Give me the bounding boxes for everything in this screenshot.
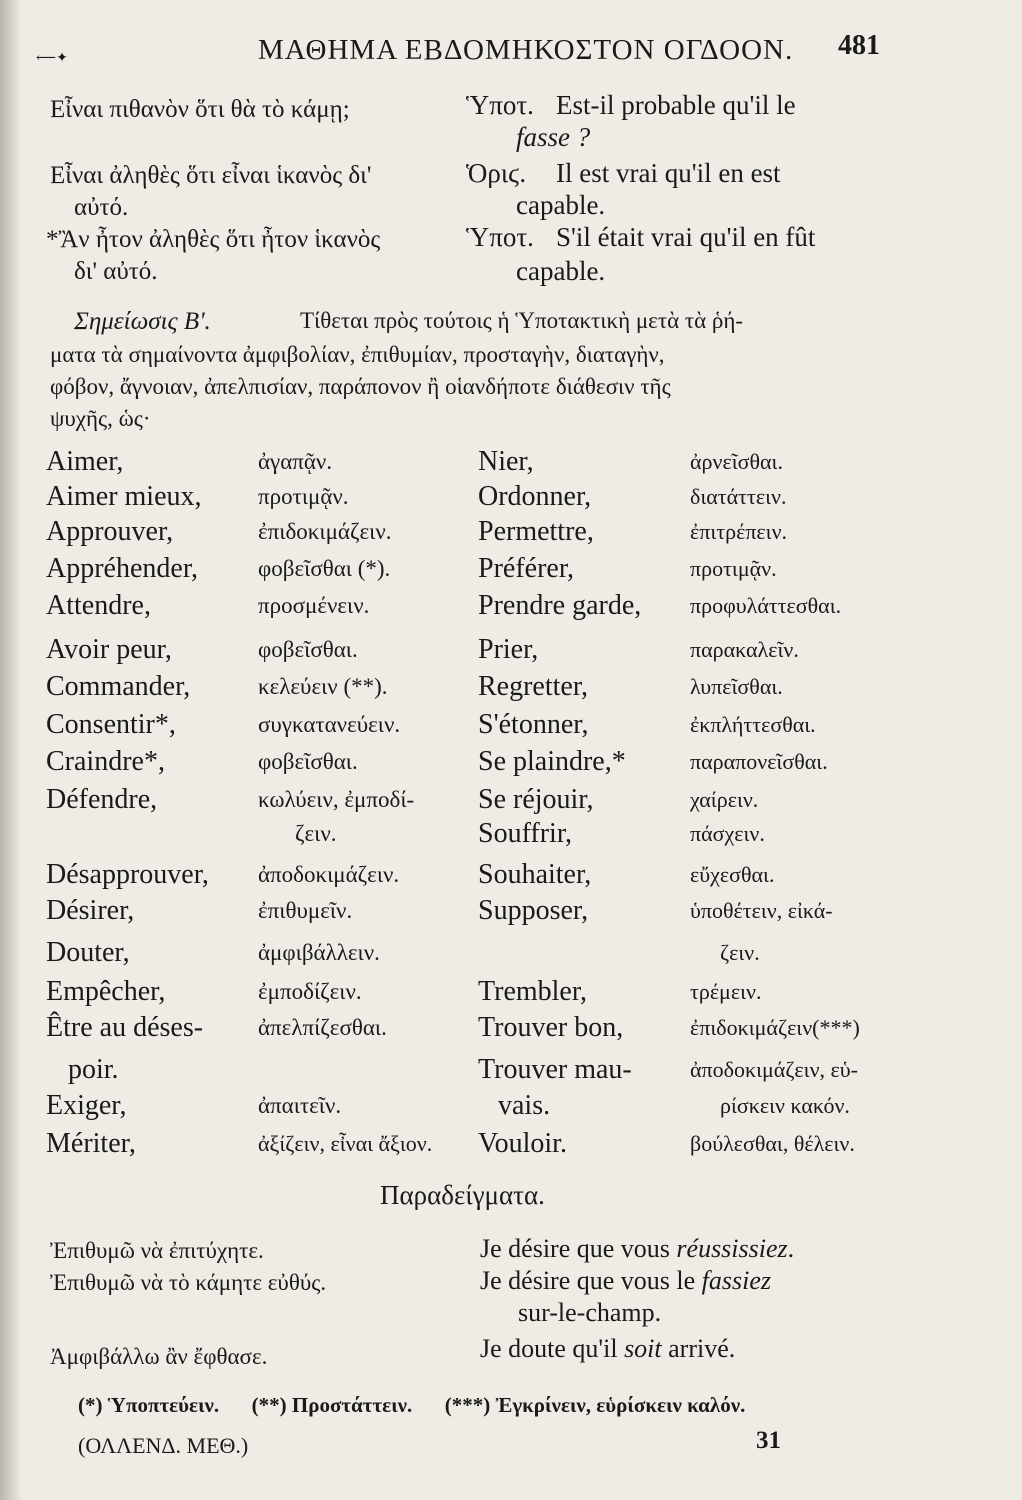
note-line: Τίθεται πρὸς τούτοις ἡ Ὑποτακτικὴ μετὰ τὰ ῥή- <box>300 308 744 333</box>
footnotes <box>78 1393 745 1418</box>
signature-mark: (ΟΛΛΕΝΔ. ΜΕΘ.) <box>78 1433 249 1458</box>
table-row <box>0 481 1022 519</box>
dialogue-french: Est-il probable qu'il le <box>556 90 796 120</box>
table-row <box>0 1090 1022 1128</box>
dialogue-greek: δι' αὐτό. <box>74 258 158 285</box>
verb-greek: ἐπιδοκιμάζειν(***) <box>690 1015 860 1040</box>
verb-french: Souhaiter, <box>478 859 592 890</box>
verb-greek: προφυλάττεσθαι. <box>690 593 842 618</box>
dialogue-french: S'il était vrai qu'il en fût <box>556 222 816 252</box>
verb-greek: ἀποδοκιμάζειν. <box>258 862 400 887</box>
verb-french: Commander, <box>46 671 191 702</box>
verb-greek: ζειν. <box>295 821 337 846</box>
table-row <box>0 709 1022 747</box>
verb-french: Se plaindre,* <box>478 746 626 777</box>
page-number: 481 <box>838 30 880 61</box>
dialogue-label: Ὑποτ. <box>466 222 534 252</box>
verb-greek: ἀξίζειν, εἶναι ἄξιον. <box>258 1131 433 1156</box>
verb-greek: συγκατανεύειν. <box>258 712 401 737</box>
verb-french: Aimer mieux, <box>46 481 202 512</box>
footnote-text: Ὑποπτεύειν. <box>107 1393 220 1417</box>
example-greek: Ἀμφιβάλλω ἂν ἔφθασε. <box>50 1344 268 1369</box>
verb-french: Défendre, <box>46 784 158 815</box>
verb-french: Empêcher, <box>46 976 166 1007</box>
note-line: φόβον, ἄγνοιαν, ἀπελπισίαν, παράπονον ἢ οἱανδήποτε διάθεσιν τῆς <box>50 374 671 399</box>
verb-french: Souffrir, <box>478 818 573 849</box>
table-row <box>0 634 1022 672</box>
verb-french: Préférer, <box>478 553 575 584</box>
header-ornament: ⟵✦ <box>36 51 68 66</box>
table-row <box>0 446 1022 484</box>
verb-greek: εὔχεσθαι. <box>690 862 775 887</box>
table-row <box>0 1012 1022 1050</box>
signature-number: 31 <box>756 1427 781 1454</box>
table-row <box>0 1054 1022 1092</box>
verb-greek: ἐπιθυμεῖν. <box>258 898 353 923</box>
verb-greek: ρίσκειν κακόν. <box>720 1093 850 1118</box>
verb-greek: παρακαλεῖν. <box>690 637 799 662</box>
table-row <box>0 976 1022 1014</box>
verb-greek: φοβεῖσθαι. <box>258 637 358 662</box>
table-row <box>0 818 1022 856</box>
verb-greek: ἀπελπίζεσθαι. <box>258 1015 387 1040</box>
verb-french: Prier, <box>478 634 539 665</box>
dialogue-label: Ὁριϛ. <box>466 158 527 188</box>
dialogue-french: capable. <box>516 190 606 220</box>
verb-greek: ἀγαπᾷν. <box>258 449 333 474</box>
example-greek: Ἐπιθυμῶ νὰ τὸ κάμητε εὐθύς. <box>50 1270 327 1295</box>
verb-french: Attendre, <box>46 590 151 621</box>
verb-greek: διατάττειν. <box>690 484 787 509</box>
verb-greek: ἀμφιβάλλειν. <box>258 940 380 965</box>
verb-french: S'étonner, <box>478 709 589 740</box>
verb-greek: προσμένειν. <box>258 593 370 618</box>
table-row <box>0 937 1022 975</box>
verb-greek: χαίρειν. <box>690 787 759 812</box>
footnote-text: Προστάττειν. <box>291 1393 413 1417</box>
note-line: ματα τὰ σημαίνοντα ἀμφιβολίαν, ἐπιθυμίαν, προσταγὴν, διαταγὴν, <box>50 342 665 367</box>
verb-french: Mériter, <box>46 1128 136 1159</box>
verb-french: Trouver mau- <box>478 1054 632 1085</box>
verb-french: Désirer, <box>46 895 135 926</box>
dialogue-greek: Εἶναι πιθανὸν ὅτι θὰ τὸ κάμῃ; <box>50 96 350 123</box>
example-french: Je doute qu'il soit arrivé. <box>480 1334 736 1363</box>
example-greek: Ἐπιθυμῶ νὰ ἐπιτύχητε. <box>50 1238 264 1263</box>
verb-greek: ἐπιδοκιμάζειν. <box>258 519 392 544</box>
examples-heading: Παραδείγματα. <box>380 1180 545 1210</box>
verb-french: Vouloir. <box>478 1128 567 1159</box>
verb-french: Supposer, <box>478 895 589 926</box>
verb-french: Avoir peur, <box>46 634 172 665</box>
table-row <box>0 859 1022 897</box>
verb-french: vais. <box>498 1090 551 1121</box>
footnote-text: Ἐγκρίνειν, εὑρίσκειν καλόν. <box>495 1393 746 1417</box>
verb-french: Nier, <box>478 446 534 477</box>
verb-french: Appréhender, <box>46 553 199 584</box>
verb-greek: κελεύειν (**). <box>258 674 388 699</box>
verb-french: Consentir*, <box>46 709 176 740</box>
verb-greek: κωλύειν, ἐμποδί- <box>258 787 415 812</box>
dialogue-french: fasse ? <box>516 122 591 152</box>
verb-greek: φοβεῖσθαι (*). <box>258 556 391 581</box>
dialogue-greek: *Ἂν ἦτον ἀληθὲς ὅτι ἦτον ἱκανὸς <box>46 226 381 253</box>
verb-french: Craindre*, <box>46 746 165 777</box>
table-row <box>0 784 1022 822</box>
table-row <box>0 1128 1022 1166</box>
verb-french: Trouver bon, <box>478 1012 624 1043</box>
verb-french: Douter, <box>46 937 130 968</box>
verb-greek: ἀπαιτεῖν. <box>258 1093 342 1118</box>
verb-french: Trembler, <box>478 976 588 1007</box>
verb-greek: ἀρνεῖσθαι. <box>690 449 783 474</box>
verb-french: Désapprouver, <box>46 859 209 890</box>
verb-greek: προτιμᾷν. <box>690 556 777 581</box>
verb-french: Être au déses- <box>46 1012 204 1043</box>
verb-greek: ζειν. <box>720 940 760 965</box>
example-french-continuation: sur-le-champ. <box>518 1298 662 1327</box>
dialogue-label: Ὑποτ. <box>466 90 534 120</box>
table-row <box>0 553 1022 591</box>
example-french: Je désire que vous réussissiez. <box>480 1234 795 1263</box>
verb-greek: ἀποδοκιμάζειν, εὑ- <box>690 1057 858 1082</box>
dialogue-greek: Εἶναι ἀληθὲς ὅτι εἶναι ἱκανὸς δι' <box>50 162 372 189</box>
verb-greek: παραπονεῖσθαι. <box>690 749 828 774</box>
verb-french: poir. <box>68 1054 119 1085</box>
footnote-mark: (**) <box>251 1393 287 1417</box>
verb-greek: ὑποθέτειν, εἰκά- <box>690 898 833 923</box>
verb-greek: ἐκπλήττεσθαι. <box>690 712 816 737</box>
verb-french: Regretter, <box>478 671 589 702</box>
table-row <box>0 516 1022 554</box>
footnote-mark: (*) <box>78 1393 103 1417</box>
verb-greek: τρέμειν. <box>690 979 762 1004</box>
verb-greek: προτιμᾷν. <box>258 484 349 509</box>
note-label: Σημείωσις Β'. <box>74 308 211 335</box>
note-line: ψυχῆς, ὡς· <box>50 406 151 431</box>
table-row <box>0 746 1022 784</box>
verb-french: Aimer, <box>46 446 124 477</box>
verb-french: Ordonner, <box>478 481 592 512</box>
verb-greek: λυπεῖσθαι. <box>690 674 783 699</box>
table-row <box>0 671 1022 709</box>
verb-greek: βούλεσθαι, θέλειν. <box>690 1131 855 1156</box>
lesson-title: ΜΑΘΗΜΑ ΕΒΔΟΜΗΚΟΣΤΟΝ ΟΓΔΟΟΝ. <box>258 34 794 66</box>
running-header <box>0 30 1022 80</box>
verb-greek: πάσχειν. <box>690 821 765 846</box>
table-row <box>0 895 1022 933</box>
verb-french: Se réjouir, <box>478 784 594 815</box>
verb-greek: φοβεῖσθαι. <box>258 749 358 774</box>
verb-french: Exiger, <box>46 1090 127 1121</box>
example-french: Je désire que vous le fassiez <box>480 1266 772 1295</box>
verb-french: Approuver, <box>46 516 174 547</box>
dialogue-french: Il est vrai qu'il en est <box>556 158 781 188</box>
table-row <box>0 590 1022 628</box>
verb-french: Permettre, <box>478 516 594 547</box>
verb-greek: ἐμποδίζειν. <box>258 979 362 1004</box>
dialogue-french: capable. <box>516 256 606 286</box>
verb-greek: ἐπιτρέπειν. <box>690 519 788 544</box>
dialogue-greek: αὐτό. <box>74 194 129 221</box>
footnote-mark: (***) <box>444 1393 491 1417</box>
verb-french: Prendre garde, <box>478 590 642 621</box>
